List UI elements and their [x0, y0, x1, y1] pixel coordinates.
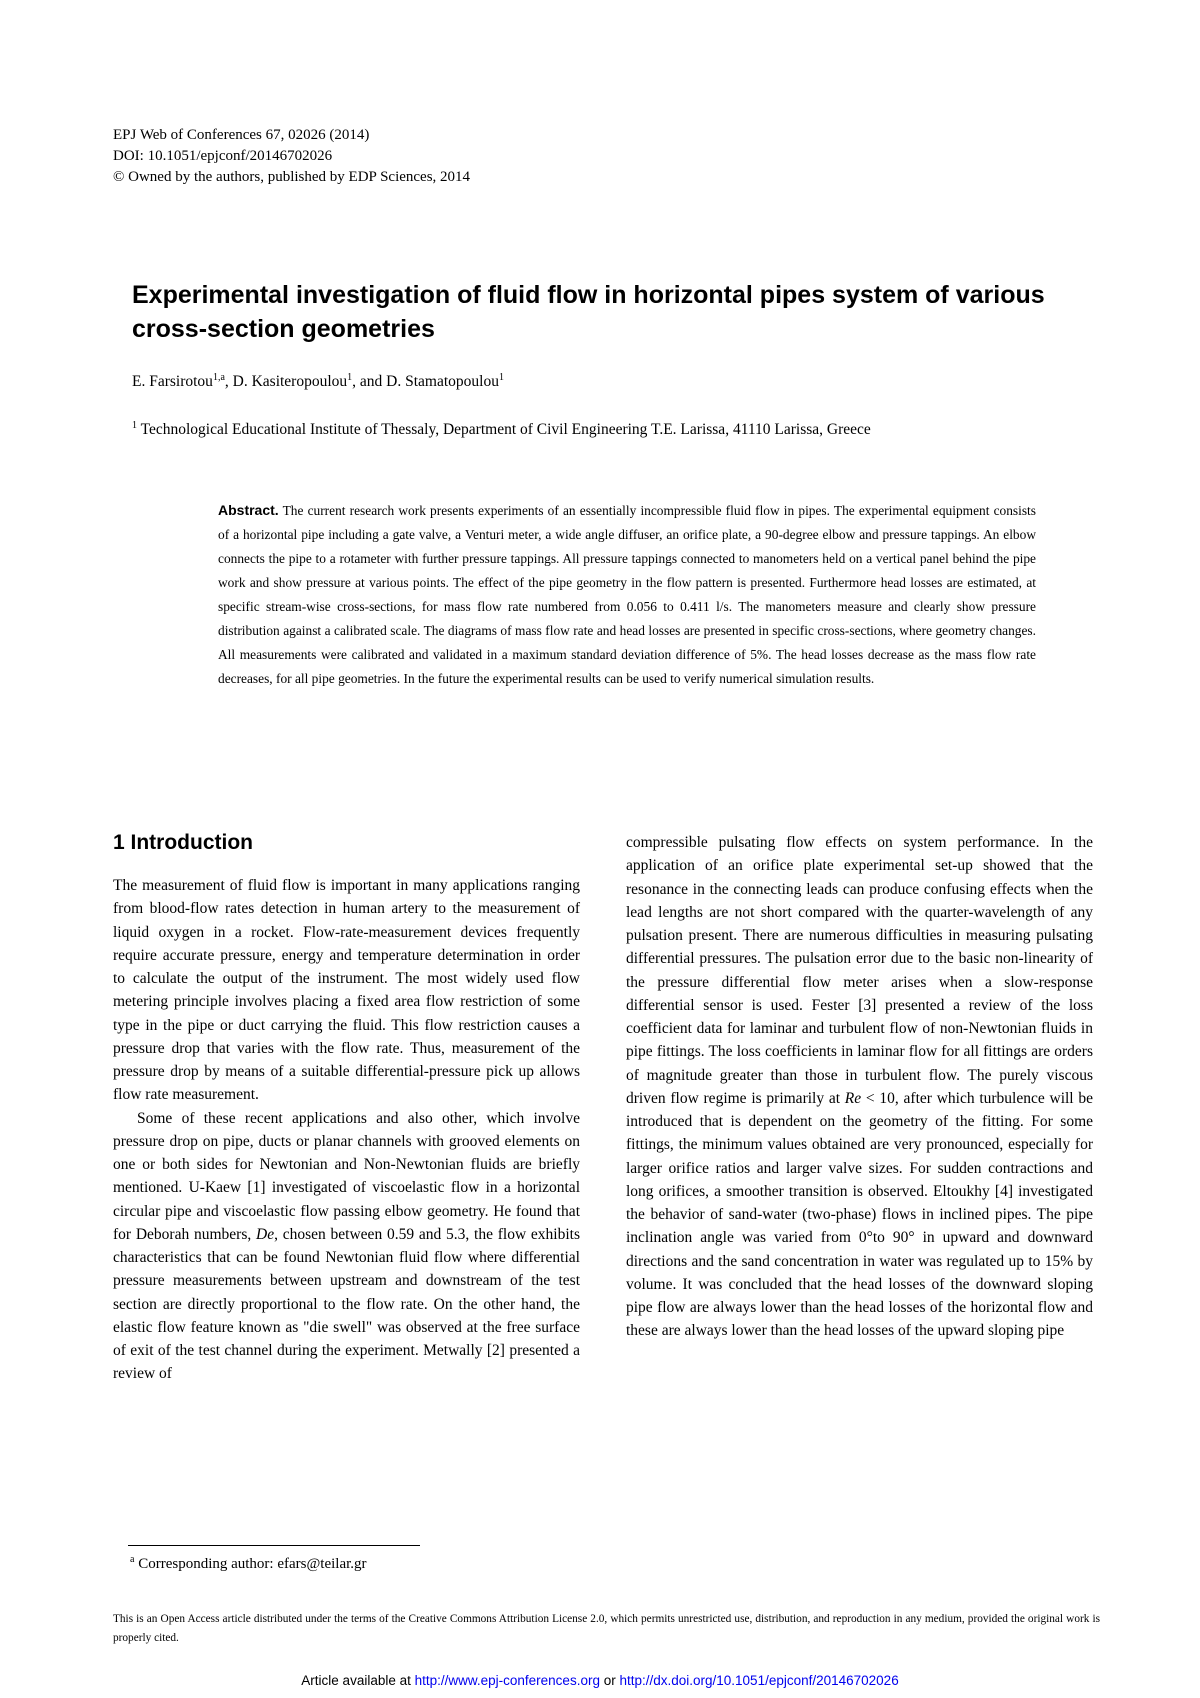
availability-separator: or: [599, 1673, 620, 1688]
author-name: , D. Kasiteropoulou: [224, 373, 348, 391]
availability-prefix: Article available at: [301, 1673, 415, 1688]
paragraph-text: compressible pulsating flow effects on system performance. In the application of an orifice plate experimental set-up showed that the resonance in the connecting leads can produce confusing effects when the lead lengths are not short compared with the quarter-wavelength of any pulsation present. There are numerous difficulties in measuring pulsating differential pressures. The pulsation error due to the basic non-linearity of the pressure differential flow meter arises when a slow-response differential sensor is used. Fester [3] presented a review of the loss coefficient data for laminar and turbulent flow of non-Newtonian fluids in pipe fittings. The loss coefficients in laminar flow for all fittings are orders of magnitude greater than those in turbulent flow. The purely viscous driven flow regime is primarily at: [626, 834, 1093, 1107]
affiliation: [132, 420, 871, 439]
abstract: [218, 498, 1036, 691]
doi-link[interactable]: http://dx.doi.org/10.1051/epjconf/20146702026: [619, 1673, 899, 1688]
symbol-de: De: [256, 1225, 275, 1243]
footnote-rule: [128, 1545, 420, 1546]
author-affiliation-mark: 1: [498, 372, 504, 383]
epj-conferences-link[interactable]: http://www.epj-conferences.org: [414, 1673, 600, 1688]
paragraph: [113, 1107, 580, 1386]
section-heading: 1 Introduction: [113, 831, 253, 854]
paragraph-text: < 10, after which turbulence will be introduced that is dependent on the geometry of the fitting. For some fittings, the minimum values obtained are very pronounced, especially for larger orifice ratios and larger valve sizes. For sudden contractions and long orifices, a smoother transition is observed. Eltoukhy [4] investigated the behavior of sand-water (two-phase) flows in inclined pipes. The pipe inclination angle was varied from 0°to 90° in upward and downward directions and the sand concentration in water was regulated up to 15% by volume. It was concluded that the head losses of the downward sloping pipe flow are always lower than the head losses of the horizontal flow and these are always lower than the head losses of the upward sloping pipe: [626, 1089, 1093, 1340]
paragraph-text: Some of these recent applications and also other, which involve pressure drop on pipe, ducts or planar channels with grooved elements on one or both sides for Newtonian and Non-Newtonian fluids are briefly mentioned. U-Kaew [1] investigated of viscoelastic flow in a horizontal circular pipe and viscoelastic flow passing elbow geometry. He found that for Deborah numbers,: [113, 1109, 580, 1243]
license-notice: This is an Open Access article distributed under the terms of the Creative Commons Attribution License 2.0, which permits unrestricted use, distribution, and reproduction in any medium, provided the original work is properly cited.: [113, 1613, 1100, 1644]
journal-citation: EPJ Web of Conferences 67, 02026 (2014): [113, 127, 370, 143]
footnote: [130, 1554, 367, 1573]
affiliation-mark: 1: [132, 420, 137, 431]
abstract-text: The current research work presents experiments of an essentially incompressible fluid flow in pipes. The experimental equipment consists of a horizontal pipe including a gate valve, a Venturi meter, a wide angle diffuser, an orifice plate, a 90-degree elbow and pressure tappings. An elbow connects the pipe to a rotameter with further pressure tappings. All pressure tappings connected to manometers held on a vertical panel behind the pipe work and show pressure at various points. The effect of the pipe geometry in the flow pattern is presented. Furthermore head losses are estimated, at specific stream-wise cross-sections, for mass flow rate numbered from 0.056 to 0.411 l/s. The manometers measure and clearly show pressure distribution against a calibrated scale. The diagrams of mass flow rate and head losses are presented in specific cross-sections, where geometry changes. All measurements were calibrated and validated in a maximum standard deviation difference of 5%. The head losses decrease as the mass flow rate decreases, for all pipe geometries. In the future the experimental results can be used to verify numerical simulation results.: [218, 503, 1036, 686]
paper-title: Experimental investigation of fluid flow in horizontal pipes system of various cross-section geometries: [132, 281, 1045, 343]
journal-header: [113, 125, 470, 188]
paragraph: The measurement of fluid flow is important in many applications ranging from blood-flow rates detection in human artery to the measurement of liquid oxygen in a rocket. Flow-rate-measurement devices frequently require accurate pressure, energy and temperature determination in order to calculate the output of the instrument. The most widely used flow metering principle involves placing a fixed area flow restriction of some type in the pipe or duct carrying the fluid. This flow restriction causes a pressure drop that varies with the flow rate. Thus, measurement of the pressure drop by means of a suitable differential-pressure pick up allows flow rate measurement.: [113, 877, 580, 1104]
author-list: [132, 372, 504, 391]
author-name: , and D. Stamatopoulou: [352, 373, 499, 391]
availability-line: [0, 1673, 1200, 1688]
right-column: [626, 831, 1093, 1343]
footnote-mark: a: [130, 1554, 135, 1565]
paragraph: [626, 831, 1093, 1343]
abstract-label: Abstract.: [218, 502, 279, 518]
copyright-line: © Owned by the authors, published by EDP Sciences, 2014: [113, 169, 471, 185]
left-column: [113, 874, 580, 1386]
affiliation-text: Technological Educational Institute of Thessaly, Department of Civil Engineering T.E. Larissa, 41110 Larissa, Greece: [137, 421, 871, 439]
symbol-re: Re: [844, 1089, 862, 1107]
author-affiliation-mark: 1: [347, 372, 353, 383]
author-name: E. Farsirotou: [132, 373, 213, 391]
author-affiliation-mark: 1,a: [212, 372, 225, 383]
doi-line: DOI: 10.1051/epjconf/20146702026: [113, 148, 333, 164]
footnote-text: Corresponding author: efars@teilar.gr: [134, 1556, 367, 1572]
paragraph-text: , chosen between 0.59 and 5.3, the flow exhibits characteristics that can be found Newtonian fluid flow where differential pressure measurements between upstream and downstream of the test section are directly proportional to the flow rate. On the other hand, the elastic flow feature known as "die swell" was observed at the free surface of exit of the test channel during the experiment. Metwally [2] presented a review of: [113, 1225, 580, 1383]
